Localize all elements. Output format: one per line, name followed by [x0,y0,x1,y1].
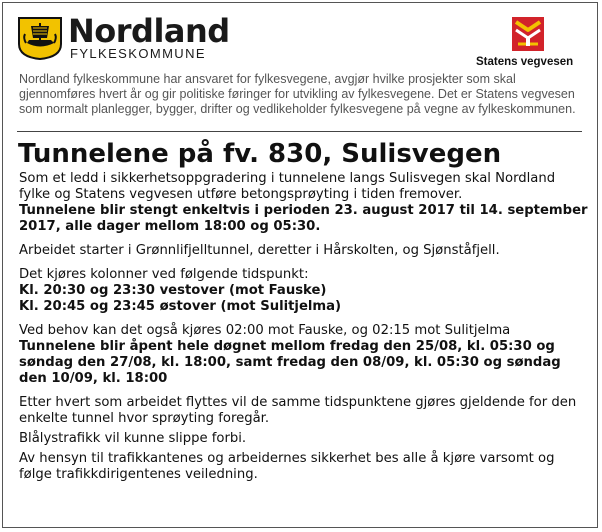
convoy-eastbound: Kl. 20:45 og 23:45 østover (mot Sulitjelma) [19,299,342,314]
intro-text: Nordland fylkeskommune har ansvaret for fylkesvegene, avgjør hvilke prosjekter som skal gjennomføres hvert år og gir politiske føringer for utvikling av fylkesvegene. Det er Statens vegvesen som normalt planlegger, bygger, drifter og vedlikeholder fylkesvegene på vegne av fylkeskommunen. [19,72,576,116]
brand-name: Nordland [68,12,230,50]
open-periods: Tunnelene blir åpent hele døgnet mellom fredag den 25/08, kl. 05:30 og søndag den 27/08, kl. 18:00, samt fredag den 08/09, kl. 05:30 og søndag den 10/09, kl. 18:00 [19,339,561,386]
convoy-westbound: Kl. 20:30 og 23:30 vestover (mot Fauske) [19,283,327,298]
closure-period: Tunnelene blir stengt enkeltvis i perioden 23. august 2017 til 14. september 2017, alle dager mellom 18:00 og 05:30. [19,203,588,234]
paragraph-intro: Som et ledd i sikkerhetsoppgradering i tunnelene langs Sulisvegen skal Nordland fylke og Statens vegvesen utføre betongsprøyting i tiden fremover. [19,171,556,202]
partner-name: Statens vegvesen [476,56,574,68]
emergency-traffic: Blålystrafikk vil kunne slippe forbi. [19,431,247,446]
extra-convoy: Ved behov kan det også kjøres 02:00 mot Fauske, og 02:15 mot Sulitjelma [19,323,511,338]
statens-vegvesen-logo-icon [506,17,550,53]
paragraph-schedule-note: Etter hvert som arbeidet flyttes vil de samme tidspunktene gjøres gjeldende for den enkelte tunnel hvor sprøyting foregår. [19,395,577,426]
viking-ship-shield-icon [17,16,63,60]
page-title: Tunnelene på fv. 830, Sulisvegen [18,139,502,169]
notice-body [19,171,589,483]
brand-subtitle: FYLKESKOMMUNE [70,46,206,61]
divider [17,131,582,132]
work-order: Arbeidet starter i Grønnlifjelltunnel, deretter i Hårskolten, og Sjønståfjell. [19,243,500,258]
convoy-heading: Det kjøres kolonner ved følgende tidspunkt: [19,267,309,282]
safety-note: Av hensyn til trafikkantenes og arbeidernes sikkerhet bes alle å kjøre varsomt og følge trafikkdirigentenes veiledning. [19,451,555,482]
